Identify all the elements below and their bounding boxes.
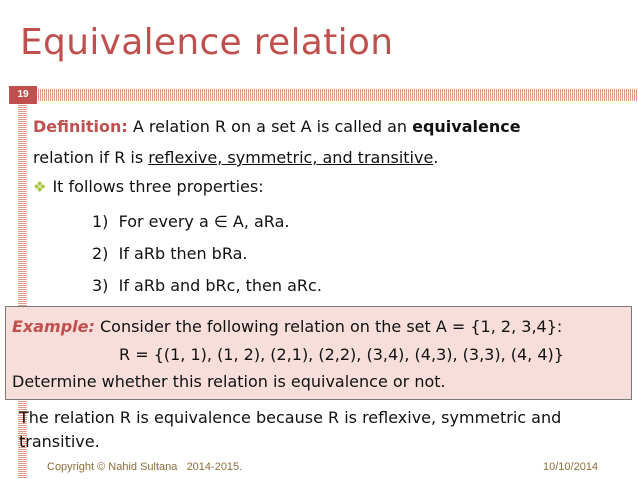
definition-properties-underlined: reflexive, symmetric, and transitive [148,148,434,167]
slide-number-badge: 19 [9,86,37,104]
definition-bold-term: equivalence [412,117,521,136]
definition-line-1 [33,117,521,136]
property-item-1: 1) For every a ∈ A, aRa. [92,212,290,231]
example-label: Example: [12,317,95,336]
property-item-2: 2) If aRb then bRa. [92,244,248,263]
definition-text-2: relation if R is [33,148,149,167]
answer-line-1: The relation R is equivalence because R is reflexive, symmetric and [19,408,562,427]
definition-label: Definition: [33,117,128,136]
answer-line-2: transitive. [19,432,100,451]
definition-text-1: A relation R on a set A is called an [127,117,413,136]
example-text: Consider the following relation on the set A = {1, 2, 3,4}: [94,317,563,336]
example-box [5,306,632,400]
definition-line-2 [33,148,438,167]
bullet-text: It follows three properties: [52,177,264,196]
footer-copyright: Copyright © Nahid Sultana 2014-2015. [47,461,243,473]
slide-title: Equivalence relation [20,22,394,63]
example-relation: R = {(1, 1), (1, 2), (2,1), (2,2), (3,4), (4,3), (3,3), (4, 4)} [119,345,564,364]
four-diamond-bullet-icon: ❖ [33,178,47,196]
example-question: Determine whether this relation is equivalence or not. [12,372,446,391]
definition-text-3: . [433,148,439,167]
bullet-line [33,177,264,196]
footer-date: 10/10/2014 [543,461,599,473]
title-divider-band [38,89,638,101]
property-item-3: 3) If aRb and bRc, then aRc. [92,276,322,295]
example-line-1 [12,317,562,336]
